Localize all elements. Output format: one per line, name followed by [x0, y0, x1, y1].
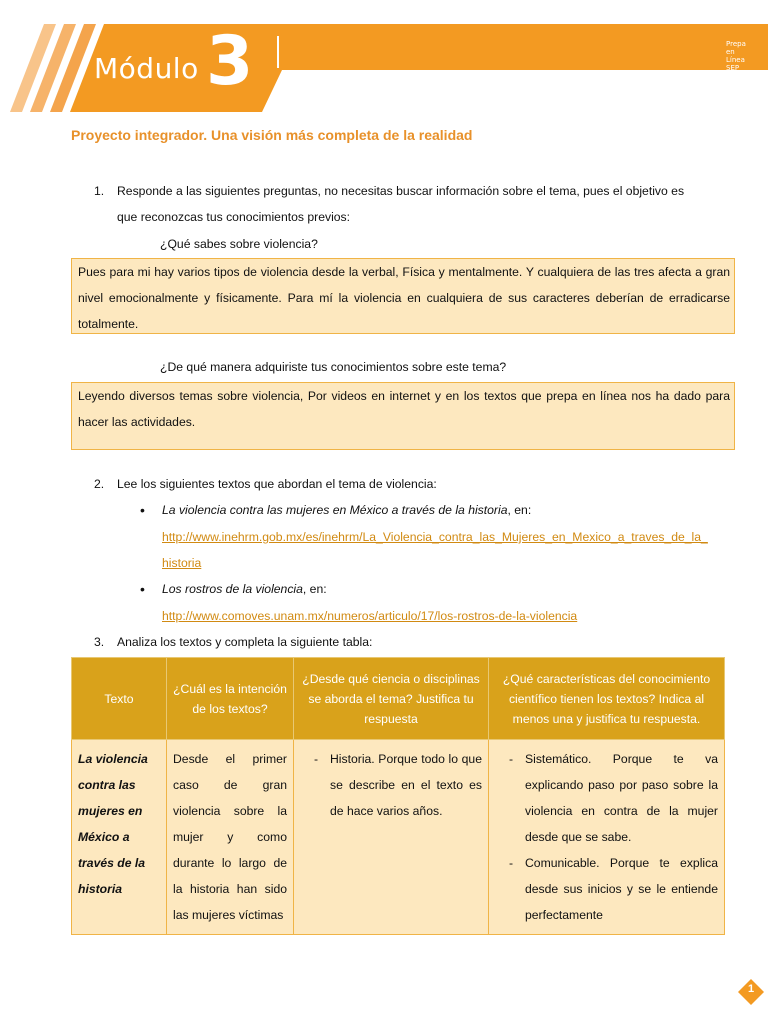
answer-box-1[interactable]: Pues para mi hay varios tipos de violencia desde la verbal, Física y mentalmente. Y cualquiera de las tres afecta a gran nivel emocionalmente y físicamente. Para mí la violencia en cualquiera de sus caracteres deberían de erradicarse totalmente. — [71, 258, 735, 334]
logo-text: Prepa en Línea SEP — [726, 40, 746, 72]
characteristic-text-1: Sistemático. Porque te va explicando paso por paso sobre la violencia en contra de la mujer desde que se sabe. — [525, 752, 718, 844]
dash-marker: - — [314, 752, 319, 766]
column-header-caracteristicas: ¿Qué características del conocimiento científico tienen los textos? Indica al menos una y justifica tu respuesta. — [489, 658, 725, 740]
prepa-en-linea-logo-icon — [0, 0, 46, 40]
sub-question-1: ¿Qué sabes sobre violencia? — [160, 237, 318, 251]
answer-box-2[interactable]: Leyendo diversos temas sobre violencia, Por videos en internet y en los textos que prepa en línea nos ha dado para hacer las actividades. — [71, 382, 735, 450]
reading-2-suffix: , en: — [302, 582, 327, 596]
cell-discipline[interactable] — [294, 740, 489, 935]
reading-2-link[interactable]: http://www.comoves.unam.mx/numeros/articulo/17/los-rostros-de-la-violencia — [162, 609, 578, 623]
question-number-3: 3. — [94, 635, 105, 649]
cell-text-title[interactable]: La violencia contra las mujeres en México a través de la historia — [72, 740, 167, 935]
module-number: 3 — [206, 22, 254, 101]
cell-characteristics[interactable] — [489, 740, 725, 935]
table-row — [72, 740, 725, 935]
discipline-item — [300, 746, 482, 824]
page-number: 1 — [747, 983, 755, 995]
analysis-table — [71, 657, 725, 935]
column-header-intencion: ¿Cuál es la intención de los textos? — [167, 658, 294, 740]
module-header — [0, 0, 768, 118]
dash-marker: - — [509, 856, 514, 870]
discipline-text: Historia. Porque todo lo que se describe en el texto es de hace varios años. — [330, 752, 482, 818]
reading-2-label — [162, 576, 327, 602]
reading-1-link[interactable]: http://www.inehrm.gob.mx/es/inehrm/La_Violencia_contra_las_Mujeres_en_Mexico_a_traves_de_la_historia — [162, 530, 708, 570]
bullet-2: • — [140, 581, 145, 597]
page-title: Proyecto integrador. Una visión más completa de la realidad — [71, 127, 473, 143]
characteristic-item-1 — [495, 746, 718, 850]
module-label: Módulo — [94, 52, 199, 85]
characteristic-item-2 — [495, 850, 718, 928]
question-3-text: Analiza los textos y completa la siguiente tabla: — [117, 635, 373, 649]
bullet-1: • — [140, 502, 145, 518]
column-header-ciencia: ¿Desde qué ciencia o disciplinas se aborda el tema? Justifica tu respuesta — [294, 658, 489, 740]
question-2-text: Lee los siguientes textos que abordan el tema de violencia: — [117, 477, 437, 491]
table-header-row — [72, 658, 725, 740]
question-1-line-2: que reconozcas tus conocimientos previos: — [117, 210, 351, 224]
sub-question-2: ¿De qué manera adquiriste tus conocimientos sobre este tema? — [160, 360, 507, 374]
dash-marker: - — [509, 752, 514, 766]
reading-2-title: Los rostros de la violencia — [162, 582, 303, 596]
reading-1-suffix: , en: — [507, 503, 532, 517]
characteristic-text-2: Comunicable. Porque te explica desde sus inicios y se le entiende perfectamente — [525, 856, 718, 922]
cell-intention[interactable]: Desde el primer caso de gran violencia sobre la mujer y como durante lo largo de la historia han sido las mujeres víctimas — [167, 740, 294, 935]
column-header-texto: Texto — [72, 658, 167, 740]
question-1-line-1: Responde a las siguientes preguntas, no necesitas buscar información sobre el tema, pues el objetivo es — [117, 184, 685, 198]
question-number-1: 1. — [94, 184, 105, 198]
question-number-2: 2. — [94, 477, 105, 491]
header-divider — [277, 36, 279, 68]
reading-1-label — [162, 497, 531, 523]
reading-1-title: La violencia contra las mujeres en México a través de la historia — [162, 503, 508, 517]
